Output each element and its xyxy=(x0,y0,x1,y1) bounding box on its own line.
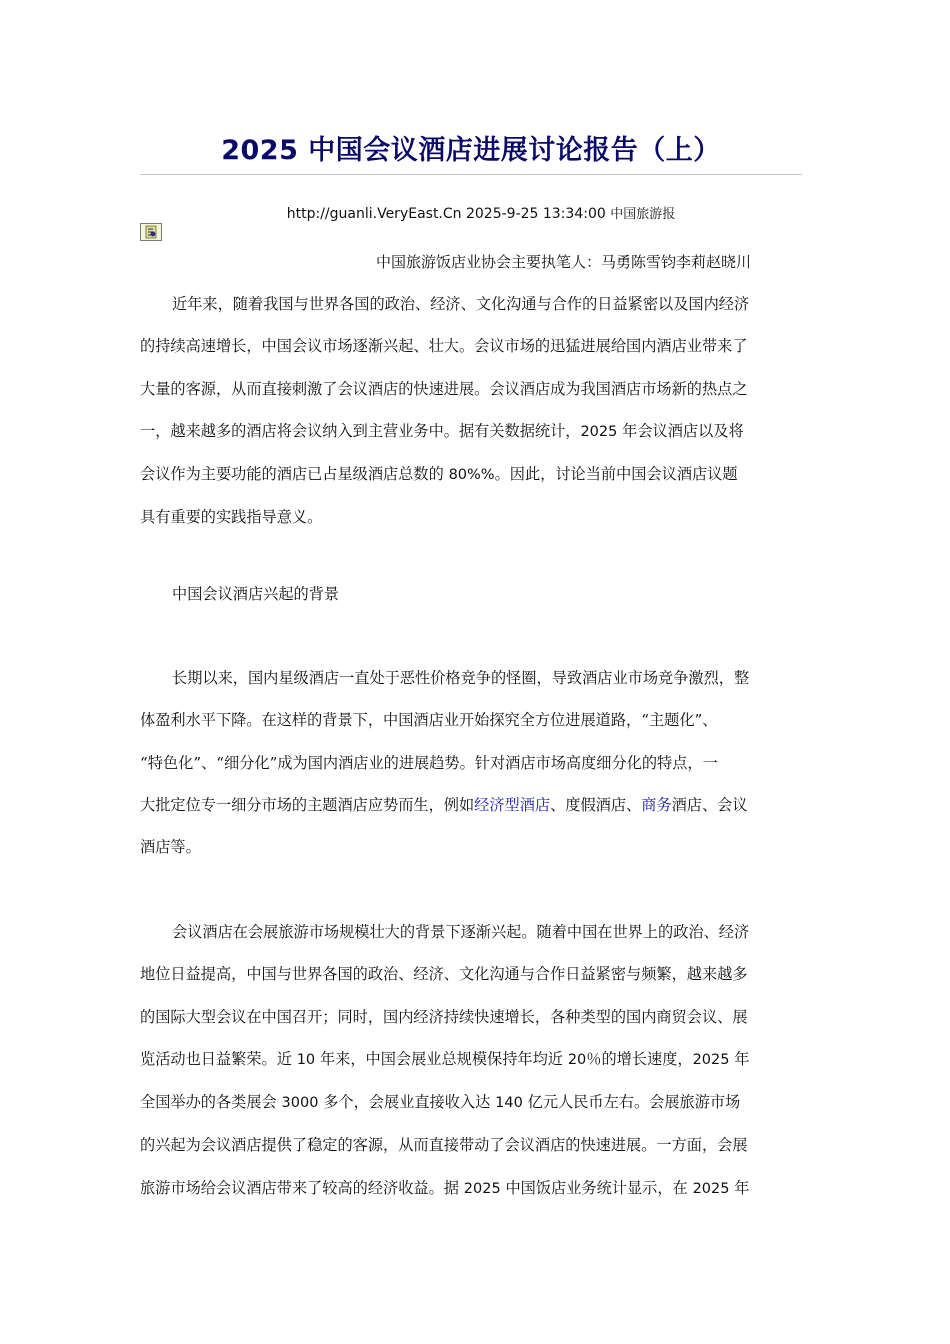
paragraph-background xyxy=(140,657,812,868)
paragraph-line: “特色化”、“细分化”成为国内酒店业的进展趋势。针对酒店市场高度细分化的特点，一 xyxy=(140,753,718,772)
broken-image-icon xyxy=(140,223,162,241)
paragraph-line: 会议酒店在会展旅游市场规模壮大的背景下逐渐兴起。随着中国在世界上的政治、经济 xyxy=(172,923,750,941)
article-meta xyxy=(140,203,822,222)
paragraph-line: 旅游市场给会议酒店带来了较高的经济收益。据 2025 中国饭店业务统计显示，在 2025 年 xyxy=(140,1178,750,1197)
link-budget-hotel[interactable]: 经济型酒店 xyxy=(474,795,551,814)
paragraph-line: 会议作为主要功能的酒店已占星级酒店总数的 80%%。因此，讨论当前中国会议酒店议题 xyxy=(140,465,738,484)
paragraph-line: 体盈利水平下降。在这样的背景下，中国酒店业开始探究全方位进展道路，“主题化”、 xyxy=(140,711,718,730)
paragraph-line: 的兴起为会议酒店提供了稳定的客源，从而直接带动了会议酒店的快速进展。一方面，会展 xyxy=(140,1136,748,1155)
section-heading: 中国会议酒店兴起的背景 xyxy=(172,585,340,603)
paragraph-line: 地位日益提高，中国与世界各国的政治、经济、文化沟通与合作日益紧密与频繁，越来越多 xyxy=(140,965,748,984)
paragraph-exhibition xyxy=(140,911,812,1210)
paragraph-line: 长期以来，国内星级酒店一直处于恶性价格竞争的怪圈，导致酒店业市场竞争激烈，整 xyxy=(172,669,750,687)
paragraph-intro xyxy=(140,283,812,539)
paragraph-line: 览活动也日益繁荣。近 10 年来，中国会展业总规模保持年均近 20％的增长速度，2025 年 xyxy=(140,1049,750,1068)
paragraph-line: 大批定位专一细分市场的主题酒店应势而生，例如经济型酒店、度假酒店、商务酒店、会议 xyxy=(140,795,748,814)
meta-url-date: http://guanli.VeryEast.Cn 2025-9-25 13:34:00 xyxy=(286,206,606,222)
link-business[interactable]: 商务 xyxy=(641,795,672,814)
paragraph-line: 一，越来越多的酒店将会议纳入到主营业务中。据有关数据统计，2025 年会议酒店以及将 xyxy=(140,421,744,440)
paragraph-line: 酒店等。 xyxy=(140,838,201,857)
paragraph-line: 全国举办的各类展会 3000 多个，会展业直接收入达 140 亿元人民币左右。会展旅游市场 xyxy=(140,1093,741,1112)
paragraph-line: 近年来，随着我国与世界各国的政治、经济、文化沟通与合作的日益紧密以及国内经济 xyxy=(172,295,750,313)
paragraph-line: 的国际大型会议在中国召开；同时，国内经济持续快速增长，各种类型的国内商贸会议、展 xyxy=(140,1007,748,1026)
article-title: 2025 中国会议酒店进展讨论报告（上） xyxy=(221,135,721,166)
title-divider xyxy=(140,174,802,175)
authors-line: 中国旅游饭店业协会主要执笔人：马勇陈雪钧李莉赵晓川 xyxy=(376,253,752,271)
paragraph-line: 具有重要的实践指导意义。 xyxy=(140,508,323,527)
meta-source: 中国旅游报 xyxy=(610,207,676,222)
paragraph-line: 大量的客源，从而直接刺激了会议酒店的快速进展。会议酒店成为我国酒店市场新的热点之 xyxy=(140,379,748,398)
paragraph-line: 的持续高速增长，中国会议市场逐渐兴起、壮大。会议市场的迅猛进展给国内酒店业带来了 xyxy=(140,337,748,356)
